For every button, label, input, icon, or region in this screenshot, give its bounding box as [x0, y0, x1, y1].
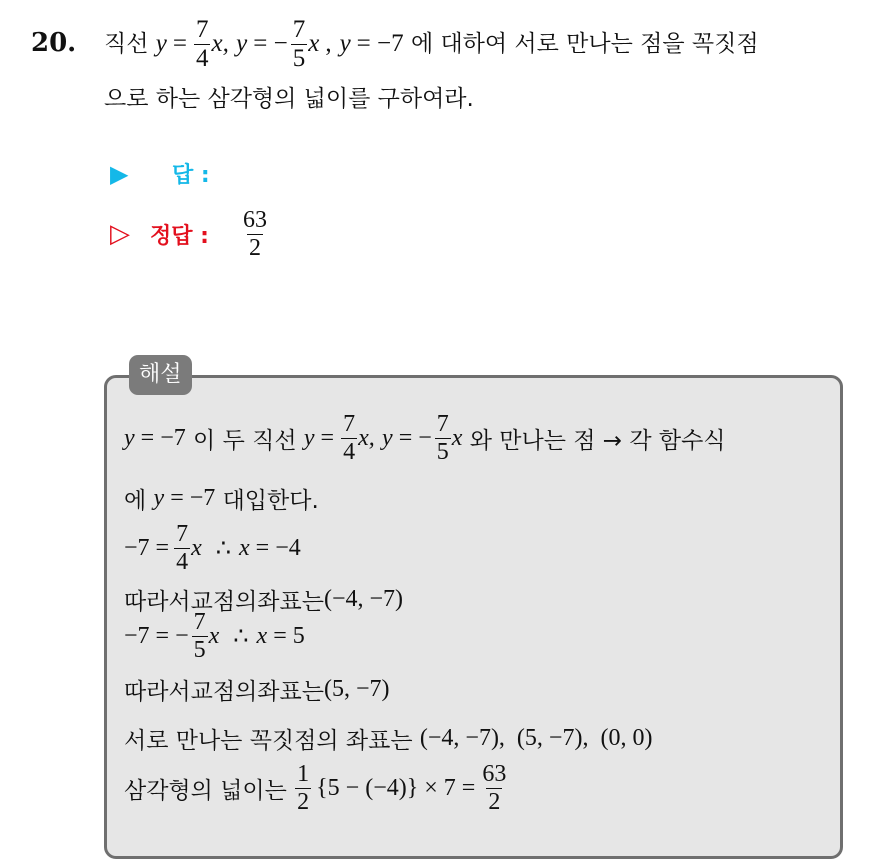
- problem-number: 20.: [31, 28, 77, 58]
- outline-arrow-icon: ▷: [110, 219, 130, 249]
- therefore-symbol: ∴: [233, 623, 249, 650]
- math-expr: −7 =: [124, 534, 170, 561]
- solution-text: 대입한다.: [222, 488, 319, 514]
- fraction-7-4: [174, 522, 190, 574]
- math-op: =: [320, 424, 335, 451]
- math-expr: −7 = −: [124, 622, 189, 649]
- solution-text: 삼각형의 넓이는: [124, 777, 287, 804]
- answer-row[interactable]: [110, 158, 210, 189]
- math-var: y: [382, 424, 393, 451]
- fraction-denominator: 5: [292, 45, 306, 72]
- fraction-denominator: 2: [249, 235, 261, 261]
- fraction-numerator: 7: [195, 16, 209, 43]
- math-var: y: [236, 30, 248, 57]
- coordinates-list: (−4, −7), (5, −7), (0, 0): [419, 725, 653, 751]
- fraction-1-2: [295, 762, 311, 814]
- correct-answer-row: [110, 208, 270, 260]
- solution-line-2: [124, 482, 319, 515]
- solution-text: 이 두 직선: [193, 427, 297, 454]
- math-var: y: [153, 485, 165, 511]
- problem-statement-line2: 으로 하는 삼각형의 넓이를 구하여라.: [104, 86, 474, 112]
- math-var: x: [208, 622, 220, 649]
- math-var: y: [155, 30, 167, 57]
- solution-tag: 해설: [129, 355, 192, 395]
- solution-text: 서로 만나는 꼭짓점의 좌표는: [124, 728, 413, 754]
- solution-line-1: [124, 412, 726, 464]
- fraction-7-4: [194, 17, 211, 71]
- math-op: = −: [253, 30, 288, 57]
- math-comma: ,: [325, 30, 332, 57]
- coordinate: (−4, −7): [323, 586, 404, 612]
- solution-line-8: [124, 762, 509, 814]
- math-op: = −7: [140, 424, 186, 451]
- coordinate: (5, −7): [323, 676, 390, 702]
- math-var: y: [124, 424, 135, 451]
- fraction-denominator: 5: [436, 439, 449, 465]
- problem-text: 직선: [104, 31, 149, 57]
- math-var: x: [308, 30, 320, 57]
- math-op: = −7: [170, 485, 216, 511]
- math-op: = −7: [356, 30, 404, 57]
- correct-answer-value: [241, 208, 269, 260]
- fraction-63-2: [480, 762, 508, 814]
- fraction-numerator: 7: [193, 609, 206, 635]
- problem-text: 에 대하여 서로 만나는 점을 꼭짓점: [410, 31, 759, 57]
- play-arrow-icon: ▶: [110, 159, 129, 188]
- math-op: =: [172, 30, 187, 57]
- solution-text: 와 만나는 점 → 각 함수식: [469, 427, 726, 454]
- problem-statement-line1: [104, 14, 759, 74]
- math-var: x: [451, 424, 463, 451]
- math-var: x: [256, 622, 268, 649]
- math-var: x: [239, 534, 250, 561]
- fraction-numerator: 7: [436, 411, 449, 437]
- math-var: y: [303, 424, 315, 451]
- fraction-denominator: 2: [488, 789, 501, 815]
- solution-text: 따라서교점의좌표는: [124, 679, 324, 705]
- solution-line-6: [124, 673, 390, 706]
- fraction-denominator: 5: [193, 637, 206, 663]
- math-var: y: [339, 30, 351, 57]
- fraction-numerator: 63: [243, 207, 267, 233]
- math-op: = −4: [255, 534, 301, 561]
- fraction-numerator: 7: [176, 521, 189, 547]
- math-var: x: [191, 534, 202, 561]
- fraction-numerator: 7: [292, 16, 306, 43]
- fraction-numerator: 7: [343, 411, 356, 437]
- correct-answer-label: 정답 :: [150, 223, 209, 249]
- fraction-7-5: [435, 412, 451, 464]
- solution-line-3: [124, 522, 301, 574]
- answer-label: 답 :: [172, 163, 210, 188]
- solution-text: 에: [124, 488, 147, 514]
- math-var: x,: [211, 30, 229, 57]
- fraction-denominator: 4: [343, 439, 356, 465]
- solution-text: 따라서교점의좌표는: [124, 589, 324, 615]
- fraction-numerator: 1: [297, 761, 310, 787]
- fraction-denominator: 4: [176, 549, 189, 575]
- math-expr: {5 − (−4)} × 7 =: [316, 774, 476, 801]
- solution-line-7: [124, 722, 652, 755]
- math-op: = 5: [273, 622, 305, 649]
- math-var: x,: [358, 424, 375, 451]
- fraction-7-4: [341, 412, 357, 464]
- fraction-denominator: 2: [297, 789, 310, 815]
- fraction-denominator: 4: [195, 45, 209, 72]
- fraction-7-5: [192, 610, 208, 662]
- fraction-7-5: [291, 17, 308, 71]
- math-op: = −: [398, 424, 432, 451]
- solution-line-5: [124, 610, 305, 662]
- fraction-numerator: 63: [482, 761, 507, 787]
- therefore-symbol: ∴: [215, 535, 232, 562]
